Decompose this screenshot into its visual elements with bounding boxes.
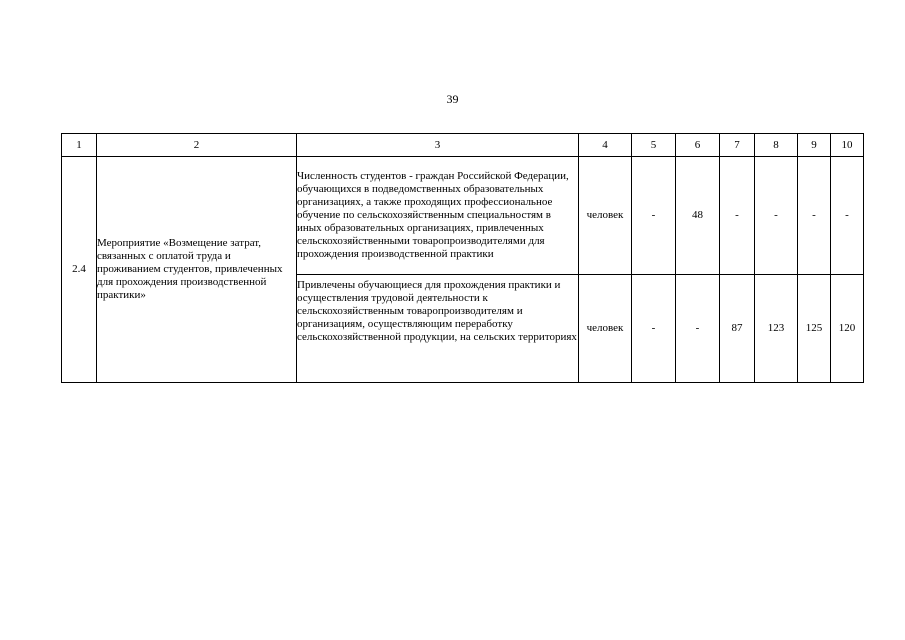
value-cell: - [632, 275, 676, 383]
value-cell: - [831, 157, 864, 275]
value-cell: - [755, 157, 798, 275]
header-cell: 3 [297, 134, 579, 157]
table-header-row [62, 134, 864, 157]
value-cell: - [720, 157, 755, 275]
value-cell: 48 [676, 157, 720, 275]
unit-cell: человек [579, 157, 632, 275]
value-cell: - [676, 275, 720, 383]
header-cell: 7 [720, 134, 755, 157]
header-cell: 9 [798, 134, 831, 157]
header-cell: 2 [97, 134, 297, 157]
measure-name: Мероприятие «Возмещение затрат, связанных с оплатой труда и проживанием студентов, привлеченных для прохождения производственной практики» [97, 157, 297, 383]
header-cell: 4 [579, 134, 632, 157]
unit-cell: человек [579, 275, 632, 383]
page-number: 39 [446, 92, 459, 106]
value-cell: - [798, 157, 831, 275]
header-cell: 6 [676, 134, 720, 157]
header-cell: 8 [755, 134, 798, 157]
header-cell: 1 [62, 134, 97, 157]
indicators-table [61, 133, 864, 383]
indicator-text: Численность студентов - граждан Российской Федерации, обучающихся в подведомственных образовательных организациях, а также проходящих профессиональное обучение по сельскохозяйственным специальностям в иных образовательных организациях, привлеченных сельскохозяйственными товаропроизводителями для прохождения производственной практики [297, 157, 579, 275]
table-row [62, 157, 864, 275]
value-cell: 123 [755, 275, 798, 383]
value-cell: 120 [831, 275, 864, 383]
row-index: 2.4 [62, 157, 97, 383]
value-cell: - [632, 157, 676, 275]
header-cell: 5 [632, 134, 676, 157]
value-cell: 125 [798, 275, 831, 383]
indicator-text: Привлечены обучающиеся для прохождения практики и осуществления трудовой деятельности к сельскохозяйственным товаропроизводителям и организациям, осуществляющим переработку сельскохозяйственной продукции, на сельских территориях [297, 275, 579, 383]
header-cell: 10 [831, 134, 864, 157]
value-cell: 87 [720, 275, 755, 383]
